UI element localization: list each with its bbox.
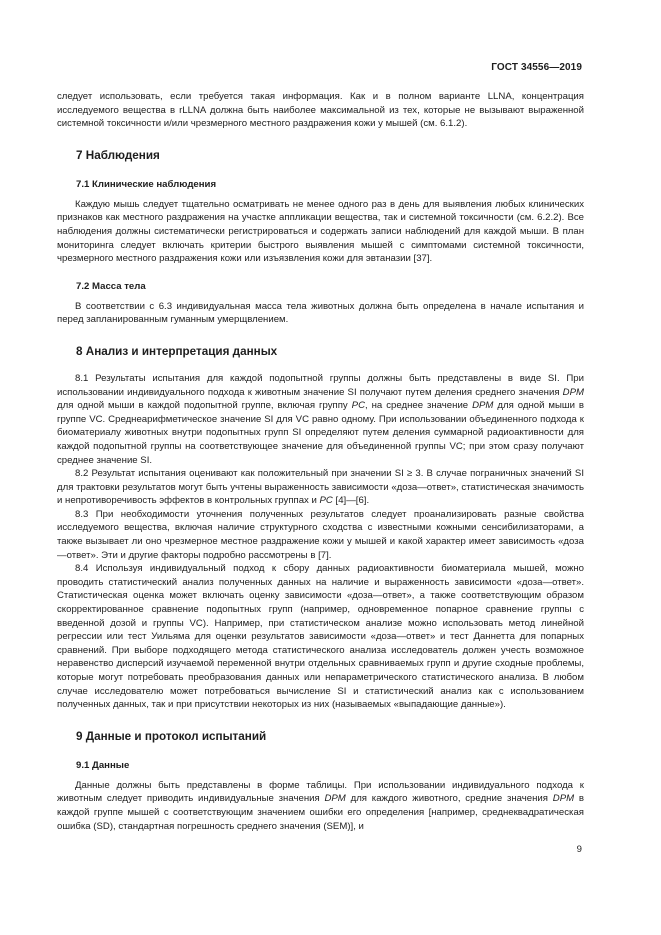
section-8-1-paragraph: 8.1 Результаты испытания для каждой подопытной группы должны быть представлены в виде SI. При использовании индивидуального подхода к животным значение SI получают путем деления среднего значения DPM для одной мыши в каждой подопытной группе, включая группу PC, на среднее значение DPM для одной мыши в группе VC. Среднеарифметическое значение SI для VC равно одному. При использовании объединенного подхода к биоматериалу животных внутри подопытных групп SI определяют путем деления суммарной радиоактивности для каждой подопытной группы на соответствующее значение для объединенной группы VC; при этом сразу получают среднее значение SI.: [57, 372, 584, 466]
section-7-heading: 7 Наблюдения: [76, 148, 160, 162]
section-7-2-heading: 7.2 Масса тела: [76, 280, 146, 292]
section-8-heading: 8 Анализ и интерпретация данных: [76, 344, 278, 358]
section-9-heading: 9 Данные и протокол испытаний: [76, 729, 267, 743]
page-number: 9: [576, 844, 582, 855]
section-7-2-paragraph: В соответствии с 6.3 индивидуальная масса тела животных должна быть определена в начале испытания и перед запланированным гуманным умерщвлением.: [57, 300, 584, 326]
section-8-3-paragraph: 8.3 При необходимости уточнения полученных результатов следует проанализировать разные свойства исследуемого вещества, включая наличие структурного сходства с известными кожными сенсибилизаторами, а также вызывает ли оно чрезмерное местное раздражение кожи у мышей и какой характер имеет зависимость «доза—ответ». Эти и другие факторы подробно рассмотрены в [7].: [57, 508, 584, 561]
section-8-4-paragraph: 8.4 Используя индивидуальный подход к сбору данных радиоактивности биоматериала мышей, можно проводить статистический анализ полученных данных на наличие и выраженность зависимости «доза—ответ». Статистическая оценка может включать оценку зависимости «доза—ответ», а также соответствующим образом скорректированное сравнение подопытных групп (например, одновременное попарное сравнение группы с введенной дозой и группы VC). Например, при статистическом анализе можно использовать метод линейной регрессии или тест Уильяма для оценки результатов зависимости «доза—ответ» и тест Даннетта для попарных сравнений. При выборе подходящего метода статистического анализа исследователь должен учесть возможное неравенство дисперсий изучаемой переменной внутри отдельных сравниваемых групп и другие сходные проблемы, которые могут потребовать преобразования данных или непараметрического статистического анализа. В любом случае исследователю может потребоваться вычисление SI и статистический анализ как с использованием полученных данных, так и при присутствии некоторых из них (называемых «выпадающие данные»).: [57, 563, 584, 711]
page-content: [57, 90, 584, 833]
section-9-1-heading: 9.1 Данные: [76, 759, 130, 771]
section-9-1-paragraph: Данные должны быть представлены в форме таблицы. При использовании индивидуального подхода к животным следует приводить индивидуальные значения DPM для каждого животного, средние значения DPM в каждой группе мышей с соответствующим значением ошибки его определения [например, среднеквадратическая ошибка (SD), стандартная погрешность среднего значения (SEM)], и: [57, 779, 585, 832]
standard-header: ГОСТ 34556—2019: [491, 62, 582, 73]
section-7-1-paragraph: Каждую мышь следует тщательно осматривать не менее одного раз в день для выявления любых клинических признаков как местного раздражения на участке аппликации вещества, так и системной токсичности (см. 6.2.2). Все наблюдения должны систематически регистрироваться и содержать записи наблюдений для каждой мыши. В план мониторинга следует включать критерии быстрого выявления мышей с симптомами системной токсичности, чрезмерного местного раздражения кожи или изъязвления кожи для эвтаназии [37].: [57, 198, 584, 265]
section-8-2-paragraph: 8.2 Результат испытания оценивают как положительный при значении SI ≥ 3. В случае пограничных значений SI для трактовки результатов могут быть учтены выраженность зависимости «доза—ответ», статистическая значимость и непротиворечивость эффектов в контрольных группах и PC [4]—[6].: [57, 468, 584, 507]
intro-paragraph: следует использовать, если требуется такая информация. Как и в полном варианте LLNA, концентрация исследуемого вещества в rLLNA должна быть наиболее максимальной из тех, которые не вызывают выраженной системной токсичности и/или чрезмерного местного раздражения кожи у мышей (см. 6.1.2).: [57, 91, 584, 130]
section-7-1-heading: 7.1 Клинические наблюдения: [76, 178, 217, 190]
